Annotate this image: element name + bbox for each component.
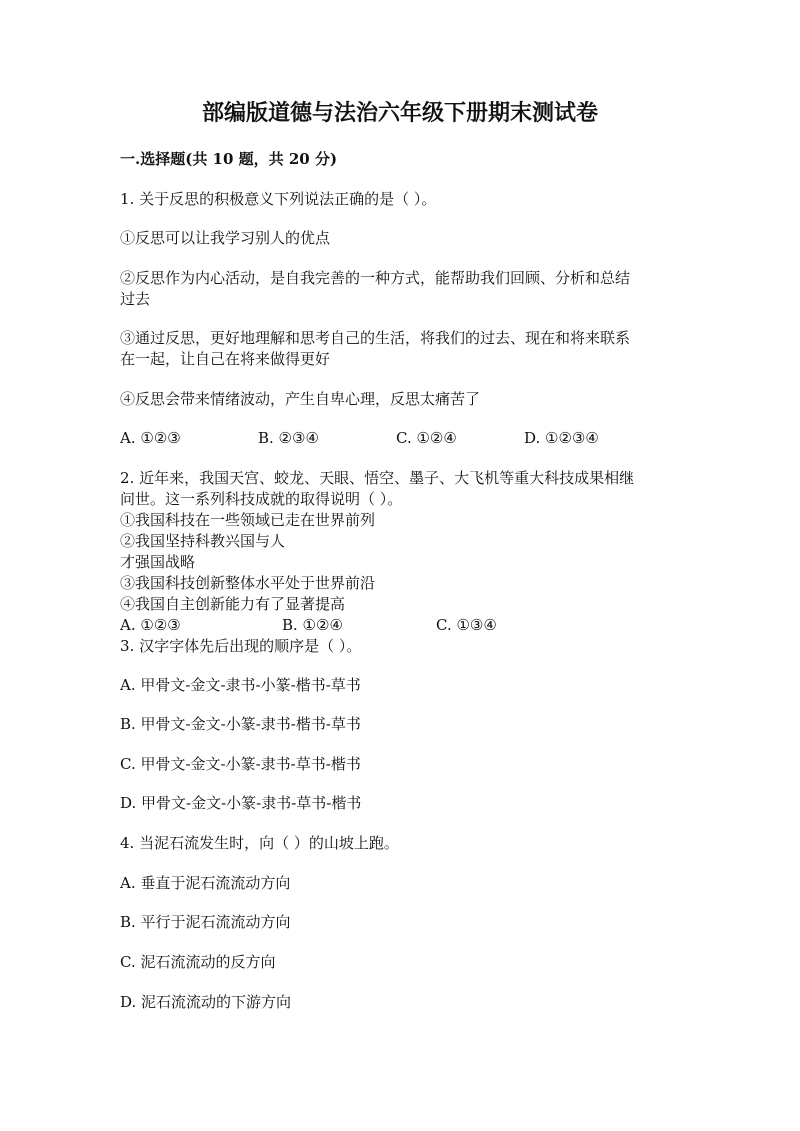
question-1-stem: 1. 关于反思的积极意义下列说法正确的是（ ）。 — [120, 190, 437, 208]
question-2-stem-line1: 2. 近年来，我国天宫、蛟龙、天眼、悟空、墨子、大飞机等重大科技成果相继 — [120, 469, 635, 487]
q4-option-b: B. 平行于泥石流流动方向 — [120, 913, 291, 931]
q2-statement-4: ④我国自主创新能力有了显著提高 — [120, 595, 346, 613]
q4-option-a: A. 垂直于泥石流流动方向 — [120, 874, 291, 892]
q4-option-c: C. 泥石流流动的反方向 — [120, 953, 276, 971]
q1-option-c: C. ①②④ — [396, 429, 457, 447]
q1-statement-3-line1: ③通过反思，更好地理解和思考自己的生活，将我们的过去、现在和将来联系 — [120, 329, 631, 347]
q1-statement-2-line2: 过去 — [120, 290, 151, 308]
page-title: 部编版道德与法治六年级下册期末测试卷 — [201, 100, 598, 126]
question-4-stem: 4. 当泥石流发生时，向（ ）的山坡上跑。 — [120, 834, 399, 852]
q1-option-d: D. ①②③④ — [524, 429, 599, 447]
q2-option-c: C. ①③④ — [436, 616, 497, 634]
question-3-stem: 3. 汉字字体先后出现的顺序是（ ）。 — [120, 637, 362, 655]
q1-statement-3-line2: 在一起，让自己在将来做得更好 — [120, 350, 331, 368]
q3-option-d: D. 甲骨文-金文-小篆-隶书-草书-楷书 — [120, 794, 362, 812]
section-heading: 一.选择题(共 10 题，共 20 分) — [120, 150, 338, 168]
q3-option-a: A. 甲骨文-金文-隶书-小篆-楷书-草书 — [120, 676, 361, 694]
q2-statement-2-line1: ②我国坚持科教兴国与人 — [120, 532, 286, 550]
q1-statement-1: ①反思可以让我学习别人的优点 — [120, 229, 331, 247]
q1-option-b: B. ②③④ — [258, 429, 319, 447]
q2-statement-2-line2: 才强国战略 — [120, 553, 196, 571]
q3-option-b: B. 甲骨文-金文-小篆-隶书-楷书-草书 — [120, 715, 361, 733]
q4-option-d: D. 泥石流流动的下游方向 — [120, 993, 292, 1011]
q2-statement-3: ③我国科技创新整体水平处于世界前沿 — [120, 574, 376, 592]
question-2-stem-line2: 问世。这一系列科技成就的取得说明（ ）。 — [120, 490, 403, 508]
q2-option-b: B. ①②④ — [282, 616, 343, 634]
q2-statement-1: ①我国科技在一些领域已走在世界前列 — [120, 511, 376, 529]
q1-statement-2-line1: ②反思作为内心活动，是自我完善的一种方式，能帮助我们回顾、分析和总结 — [120, 269, 631, 287]
q1-statement-4: ④反思会带来情绪波动，产生自卑心理，反思太痛苦了 — [120, 390, 481, 408]
q2-option-a: A. ①②③ — [120, 616, 181, 634]
q3-option-c: C. 甲骨文-金文-小篆-隶书-草书-楷书 — [120, 755, 361, 773]
q1-option-a: A. ①②③ — [120, 429, 181, 447]
